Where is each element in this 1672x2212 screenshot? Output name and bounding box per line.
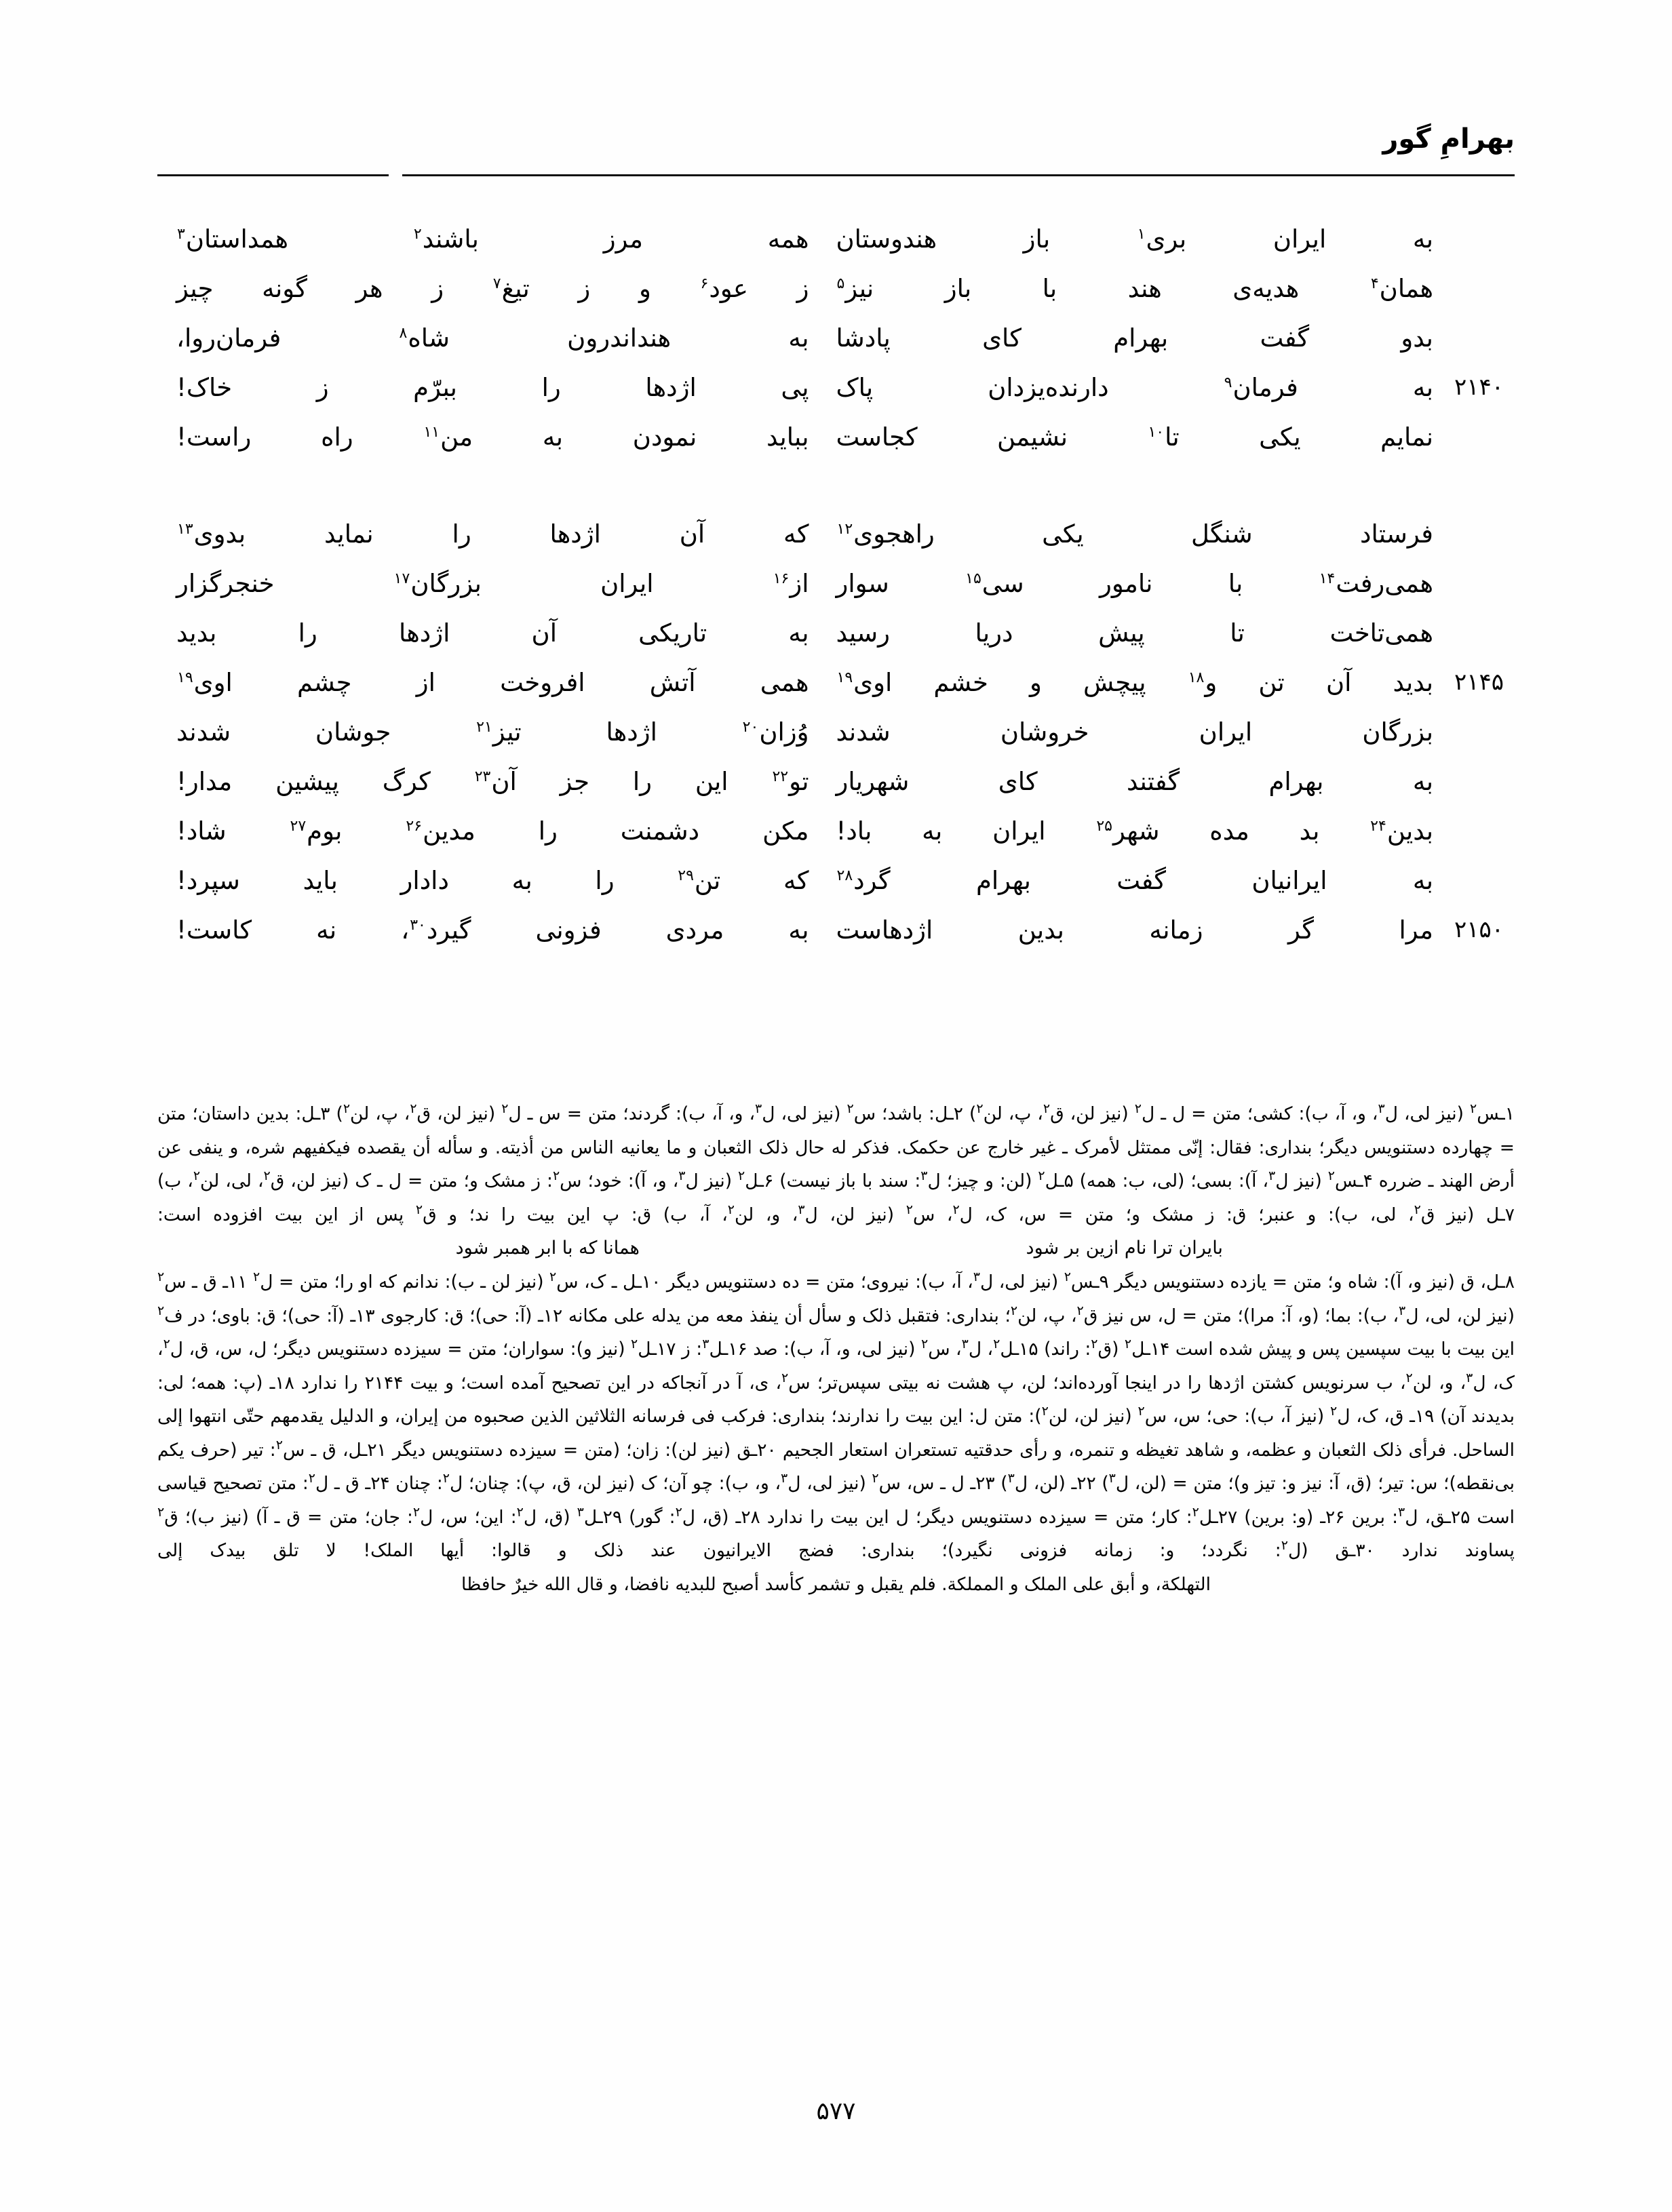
verse-line	[157, 214, 1515, 264]
hemistich-second	[157, 707, 836, 757]
verse-line	[157, 313, 1515, 363]
hemistich-first-text: بدو گفت بهرام کای پادشا	[836, 323, 1433, 353]
hemistich-first-text: همی‌رفت$^{۱۴}$ با نامور سی$^{۱۵}$ سوار	[836, 569, 1433, 598]
verse-block	[157, 214, 1515, 955]
hemistich-second	[157, 608, 836, 658]
verse-line	[157, 905, 1515, 955]
hemistich-first	[836, 905, 1515, 955]
hemistich-first-text: بدین$^{۲۴}$ بد مده شهر$^{۲۵}$ ایران به باد!	[836, 816, 1433, 846]
hemistich-first-text: مرا گر زمانه بدین اژدهاست	[836, 915, 1433, 945]
hemistich-second-text: همه مرز باشند$^۲$ همداستان$^۳$	[177, 224, 809, 254]
hemistich-first	[836, 806, 1515, 856]
hemistich-second-text: پی اژدها را ببرّم ز خاک!	[176, 373, 809, 402]
hemistich-second-text: مکن دشمنت را مدین$^{۲۶}$ بوم$^{۲۷}$ شاد!	[176, 816, 809, 846]
hemistich-second-text: که آن اژدها را نماید بدوی$^{۱۳}$	[177, 519, 809, 549]
apparatus-inset-verse	[157, 1231, 1515, 1265]
apparatus-inset-hemistich-second: همانا که با ابر همبر شود	[455, 1238, 640, 1259]
hemistich-first-text: نمایم یکی تا$^{۱۰}$ نشیمن کجاست	[836, 422, 1433, 452]
hemistich-first-text: فرستاد شنگل یکی راهجوی$^{۱۲}$	[836, 519, 1433, 549]
hemistich-first-text: همان$^۴$ هدیه‌ی هند با باز نیز$^۵$	[836, 274, 1433, 303]
hemistich-second-text: از$^{۱۶}$ ایران بزرگان$^{۱۷}$ خنجرگزار	[176, 569, 809, 598]
hemistich-second-text: بباید نمودن به من$^{۱۱}$ راه راست!	[176, 422, 809, 452]
verse-stanza	[157, 214, 1515, 462]
hemistich-first	[836, 363, 1515, 412]
hemistich-second-text: به هنداندرون شاه$^۸$ فرمان‌روا،	[176, 323, 809, 353]
hemistich-second-text: همی آتش افروخت از چشم اوی$^{۱۹}$	[177, 668, 809, 697]
hemistich-second	[157, 509, 836, 559]
verse-number: ۲۱۴۰	[1454, 374, 1504, 401]
hemistich-first	[836, 412, 1515, 462]
hemistich-first-text: به ایران بری$^۱$ باز هندوستان	[836, 224, 1433, 254]
verse-line	[157, 264, 1515, 313]
running-head-title: بهرامِ گور	[1382, 123, 1515, 155]
hemistich-second	[157, 806, 836, 856]
verse-line	[157, 707, 1515, 757]
header-rule	[157, 174, 1515, 176]
hemistich-first	[836, 313, 1515, 363]
verse-line	[157, 559, 1515, 608]
hemistich-first	[836, 264, 1515, 313]
hemistich-second-text: به مردی فزونی گیرد$^{۳۰}$، نه کاست!	[176, 915, 809, 945]
hemistich-second	[157, 313, 836, 363]
hemistich-second	[157, 214, 836, 264]
hemistich-first	[836, 608, 1515, 658]
hemistich-first	[836, 658, 1515, 707]
hemistich-first-text: به بهرام گفتند کای شهریار	[836, 767, 1433, 796]
verse-number: ۲۱۵۰	[1454, 916, 1504, 943]
hemistich-second	[157, 559, 836, 608]
hemistich-second-text: ز عود$^۶$ و ز تیغ$^۷$ ز هر گونه چیز	[176, 274, 809, 303]
hemistich-second	[157, 905, 836, 955]
hemistich-first-text: بزرگان ایران خروشان شدند	[836, 717, 1433, 747]
hemistich-second	[157, 363, 836, 412]
apparatus-paragraph: التهلکة، و أبق علی الملک و المملکة. فلم یقبل و تشمر کأسد أصبح للبدیه نافضا، و قال الله خیرٌ حافظا	[461, 1573, 1211, 1595]
hemistich-second-text: تو$^{۲۲}$ این را جز آن$^{۲۳}$ کرگ پیشین مدار!	[176, 767, 809, 796]
verse-line	[157, 608, 1515, 658]
hemistich-second	[157, 658, 836, 707]
folio-number: ۵۷۷	[816, 2097, 856, 2125]
hemistich-first-text: بدید آن تن و$^{۱۸}$ پیچش و خشم اوی$^{۱۹}$	[836, 668, 1433, 697]
hemistich-first-text: به فرمان$^۹$ دارنده‌یزدان پاک	[836, 373, 1433, 402]
hemistich-second-text: به تاریکی آن اژدها را بدید	[176, 618, 809, 648]
hemistich-first	[836, 757, 1515, 806]
verse-line	[157, 363, 1515, 412]
apparatus-paragraph: ۱ـس$^۲$ (نیز لی، ل$^۳$، و، آ، ب): کشی؛ متن = ل ـ ل$^۲$ (نیز لن، ق$^۲$، پ، لن$^۲$)‏ ۲ـل: باشد؛ س$^۲$ (نیز لی، ل$^۳$، و، آ، ب): گردند؛ متن = س ـ ل$^۲$ (نیز لن، ق$^۲$، پ، لن$^۲$)‏ ۳ـل: بدین داستان؛ متن = چهارده دستنویس دیگر؛ بنداری: فقال: إنّی ممتثل لأمرک ـ غیر خارج عن حکمک. فذکر له حال ذلک الثعبان و ما یعانیه الناس من أذیته. و سأله أن یقصده فیکفیهم شره، و ینفی عن أرض الهند ـ ضرره ۴ـس$^۲$ (نیز ل$^۳$، آ): بسی؛ (لی، ب: همه)‏ ۵ـل$^۲$ (لن: و چیز؛ ل$^۳$: سند با باز نیست)‏ ۶ـل$^۲$ (نیز ل$^۳$، و، آ): خود؛ س$^۲$: ز مشک و؛ متن = ل ـ ک (نیز لن، ق$^۲$، لی، لن$^۲$، ب)‏ ۷ـل (نیز ق$^۲$، لی، ب): و عنبر؛ ق: ز مشک و؛ متن = س، ک، ل$^۲$، س$^۲$ (نیز لن، ل$^۳$، و، لن$^۲$، آ، ب)‏ ق: پ این بیت را ند؛ و ق$^۲$ پس از این بیت افزوده است:	[157, 1101, 1515, 1225]
verse-line	[157, 806, 1515, 856]
hemistich-second	[157, 264, 836, 313]
verse-line	[157, 509, 1515, 559]
verse-number: ۲۱۴۵	[1454, 669, 1504, 696]
hemistich-second	[157, 757, 836, 806]
verse-line	[157, 757, 1515, 806]
hemistich-first	[836, 509, 1515, 559]
hemistich-first	[836, 707, 1515, 757]
verse-line	[157, 658, 1515, 707]
verse-stanza	[157, 509, 1515, 955]
hemistich-first-text: همی‌تاخت تا پیش دریا رسید	[836, 618, 1433, 648]
hemistich-second-text: که تن$^{۲۹}$ را به دادار باید سپرد!	[176, 866, 809, 895]
apparatus-inset-hemistich-first: بایران ترا نام ازین بر شود	[1026, 1238, 1223, 1259]
critical-apparatus	[157, 1097, 1515, 1601]
hemistich-second	[157, 856, 836, 905]
apparatus-paragraph: ۸ـل، ق (نیز و، آ): شاه و؛ متن = یازده دستنویس دیگر ۹ـس$^۲$ (نیز لی، ل$^۳$، آ، ب): نیروی؛ متن = ده دستنویس دیگر ۱۰ـل ـ ک، س$^۲$ (نیز لن ـ ب): ندانم که او را؛ متن = ل$^۲$ ۱۱ـ ق ـ س$^۲$ (نیز لن، لی، ل$^۳$، ب): بما؛ (و، آ: مرا)؛ متن = ل، س نیز ق$^۲$، پ، لن$^۲$؛ بنداری: فتقبل ذلک و سأل أن ینفذ معه من یدله علی مکانه ۱۲ـ (آ: حی)؛ ق: کارجوی ۱۳ـ (آ: حی)؛ ق: باوی؛ در ف$^۲$ این بیت با بیت سپسین پس و پیش شده است ۱۴ـل$^۲$ (ق$^۲$: راند) ۱۵ـل$^۲$، ل$^۳$، س$^۲$ (نیز لی، و، آ، ب): صد ۱۶ـل$^۳$: ز ۱۷ـل$^۲$ (نیز و): سواران؛ متن = سیزده دستنویس دیگر؛ ل، س، ق، ل$^۲$، ک، ل$^۳$، و، لن$^۲$، ب سرنویس کشتن اژدها را در اینجا آورده‌اند؛ لن، پ هشت نه بیتی سپس‌تر؛ س$^۲$، ی، آ در آنجاکه در این تصحیح آمده است؛ و بیت ۲۱۴۴ را ندارد ۱۸ـ (پ: همه؛ لی: بدیدند آن) ۱۹ـ ق، ک، ل$^۲$ (نیز آ، ب): حی؛ س، س$^۲$ (نیز لن، لن$^۲$): متن ل: این بیت را ندارند؛ بنداری: فرکب فی فرسانه الثلاثین الذین صحبوه من إیران، و الدلیل یقدمهم حتّی انتهوا إلی الساحل. فرأی ذلک الثعبان و عظمه، و شاهد تغیظه و تنمره، و رأی حدقتیه تستعران استعار الجحیم ۲۰ـق (نیز لن): زان؛ (متن = سیزده دستنویس دیگر ۲۱ـل، ق ـ س$^۲$: تیر (حرف یکم بی‌نقطه)؛ س: تیر؛ (ق، آ: نیز و: تیز و)؛ متن = (لن، ل$^۳$) ۲۲ـ (لن، ل$^۳$) ۲۳ـ ل ـ س، س$^۲$ (نیز لی، ل$^۳$، و، ب): چو آن؛ ک (نیز لن، ق، پ): چنان؛ ل$^۲$: چنان ۲۴ـ ق ـ ل$^۲$: متن تصحیح قیاسی است ۲۵ـق، ل$^۳$: برین ۲۶ـ (و: برین) ۲۷ـل$^۲$: کار؛ متن = سیزده دستنویس دیگر؛ ل این بیت را ندارد ۲۸ـ (ق، ل$^۲$: گور) ۲۹ـل$^۳$ (ق، ل$^۲$: این؛ س، ل$^۲$: جان؛ متن = ق ـ آ) (نیز ب)؛ ق$^۲$ پساوند ندارد ۳۰ـق (ل$^۲$: نگردد؛ و: زمانه فزونی نگیرد)؛ بنداری: فضج الایرانیون عند ذلک و قالوا: أیها الملک! لا تلق بیدک إلی	[157, 1269, 1515, 1561]
verse-line	[157, 412, 1515, 462]
hemistich-second-text: وُزان$^{۲۰}$ اژدها تیز$^{۲۱}$ جوشان شدند	[176, 717, 809, 747]
hemistich-first	[836, 214, 1515, 264]
hemistich-first	[836, 856, 1515, 905]
hemistich-second	[157, 412, 836, 462]
hemistich-first-text: به ایرانیان گفت بهرام گرد$^{۲۸}$	[836, 866, 1433, 895]
verse-line	[157, 856, 1515, 905]
running-head	[157, 125, 1515, 186]
hemistich-first	[836, 559, 1515, 608]
